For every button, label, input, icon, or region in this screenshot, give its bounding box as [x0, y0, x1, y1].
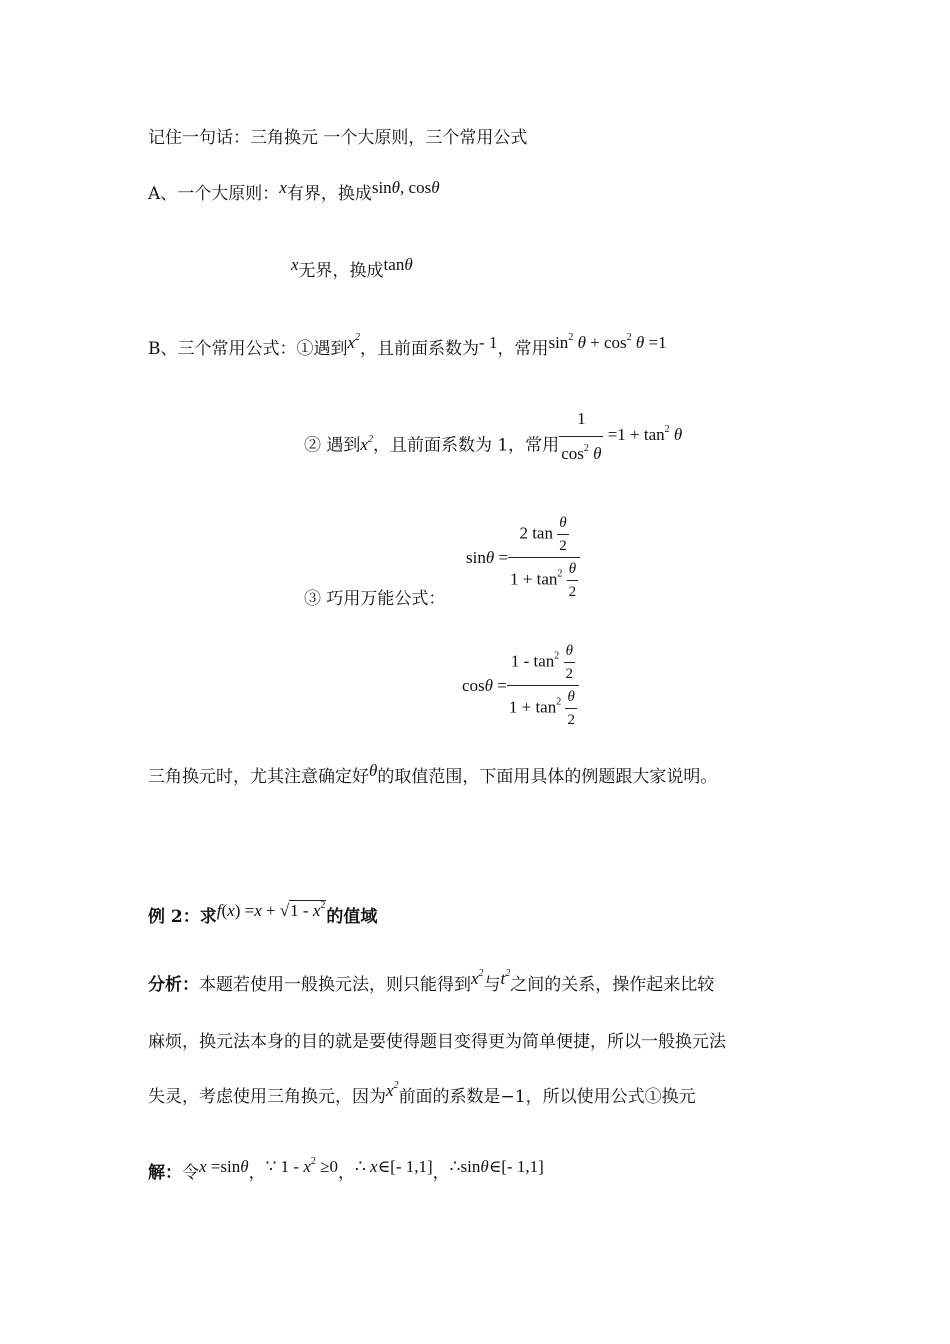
analysis-p1c: 之间的关系，操作起来比较 [510, 975, 715, 995]
example-label: 例 2：求 [148, 907, 217, 927]
analysis-x2: $x^2$ [386, 1080, 399, 1100]
f1-formula: $\sin^2 \theta + \cos^2 \theta =1$ [548, 332, 667, 352]
f3-cos-formula: cosθ = $1 - \tan^2$ $\frac{\theta}{2}$ $1 + \tan^2$ $\frac{\theta}{2}$ [462, 640, 579, 731]
analysis-line-1 [148, 968, 715, 998]
analysis-line-3 [148, 1080, 696, 1110]
f2-prefix: ② 遇到 [304, 435, 361, 456]
principle-label: A、一个大原则： [148, 184, 280, 204]
example-suffix: 的值域 [326, 907, 378, 927]
note-theta: θ [369, 761, 378, 780]
solution-label: 解： [148, 1163, 182, 1183]
analysis-label: 分析： [148, 975, 199, 995]
solution-let: 令 [182, 1163, 199, 1183]
analysis-p1b: 与 [483, 975, 501, 995]
f1-suffix: ，常用 [497, 339, 549, 359]
f2-fraction: $\frac{1}{\cos^2 \theta}$ [559, 402, 603, 471]
analysis-p1a: 本题若使用一般换元法，则只能得到 [199, 975, 471, 995]
unbounded-text: 无界，换成 [298, 261, 384, 281]
f1-prefix: ①遇到 [296, 339, 348, 359]
principle-line-1 [148, 178, 440, 207]
unbounded-formula: tanθ [383, 255, 413, 274]
note-after: 的取值范围，下面用具体的例题跟大家说明。 [377, 767, 718, 787]
solution-cond-3: ∴sinθ∈[- 1,1] [449, 1157, 544, 1176]
f3-label: ③ 巧用万能公式： [304, 589, 446, 609]
formula-2-line [304, 409, 683, 481]
solution-sub: x =sinθ [199, 1157, 249, 1176]
intro-line: 记住一句话：三角换元 一个大原则，三个常用公式 [148, 128, 528, 148]
analysis-p3a: 失灵，考虑使用三角换元，因为 [148, 1087, 386, 1107]
solution-cond-1: ∵ $1 - x^2 \ge 0$ [265, 1156, 338, 1176]
f2-mid: ，且前面系数为 1，常用 [372, 435, 560, 456]
f2-formula: $\frac{1}{\cos^2 \theta}$ $=1 + \tan^2 \theta$ [559, 425, 682, 444]
f3-sin-formula: sinθ = 2 tan $\frac{\theta}{2}$ $1 + \tan^2$ $\frac{\theta}{2}$ [466, 512, 580, 603]
note-before: 三角换元时，尤其注意确定好 [148, 767, 369, 787]
analysis-p3b: 前面的系数是−1，所以使用公式①换元 [398, 1087, 696, 1107]
solution-line: 解：令x =sinθ，∵ $1 - x^2 \ge 0$，∴ x∈[- 1,1]，∴sinθ∈[- 1,1] [148, 1156, 544, 1183]
note-line [148, 761, 718, 790]
analysis-t: $t^2$ [500, 968, 511, 988]
principle-line-2 [291, 255, 413, 284]
bounded-formula: sinθ, cosθ [371, 178, 440, 197]
f1-var: $x^2$ [347, 332, 361, 352]
bounded-var: x [279, 178, 287, 197]
f1-mid: ，且前面系数为 [360, 339, 480, 359]
solution-cond-2: ∴ x∈[- 1,1] [354, 1157, 433, 1176]
example-title [148, 900, 378, 930]
analysis-line-2: 麻烦，换元法本身的目的就是要使得题目变得更为简单便捷，所以一般换元法 [148, 1032, 726, 1052]
analysis-x: $x^2$ [471, 968, 484, 988]
f2-var: $x^2$ [360, 434, 373, 455]
example-formula: $f(x) =x + √1 - x^2$ [216, 900, 326, 920]
unbounded-var: x [291, 255, 299, 274]
formulas-label: B、三个常用公式： [148, 339, 297, 359]
bounded-text: 有界，换成 [286, 184, 372, 204]
formula-1-line [148, 332, 667, 362]
f1-coef: - 1 [479, 333, 498, 352]
